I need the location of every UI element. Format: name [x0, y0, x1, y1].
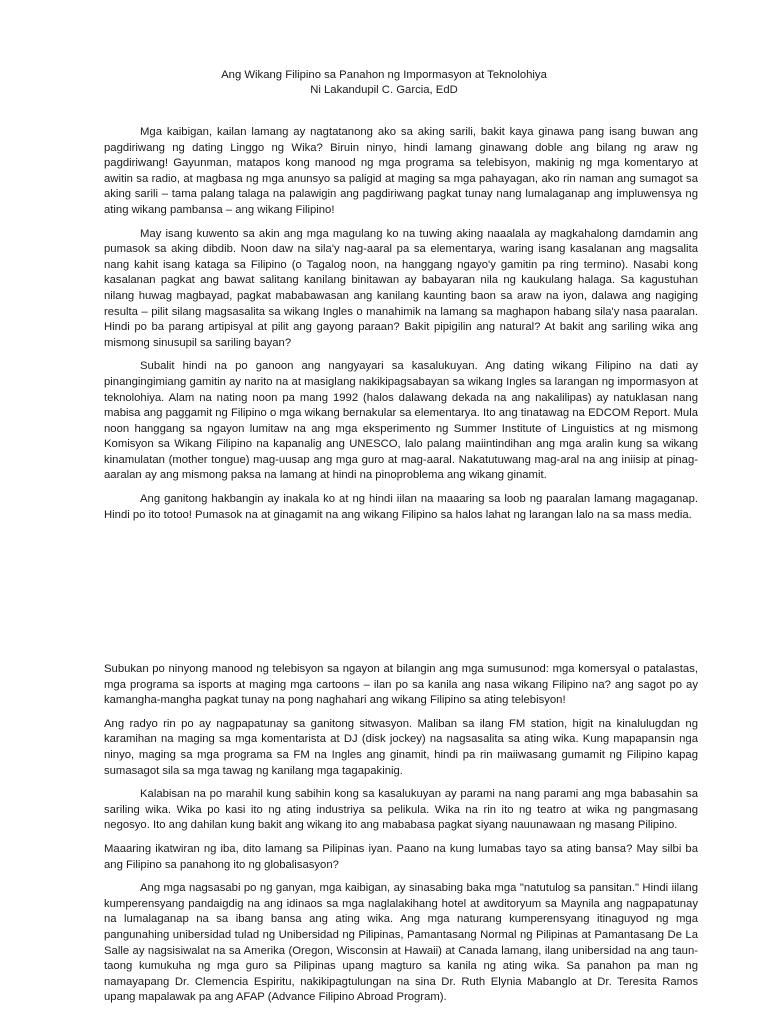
paragraph: Maaaring ikatwiran ng iba, dito lamang sa Pilipinas iyan. Paano na kung lumabas tayo sa ating bansa? May silbi ba ang Filipino sa panahong ito ng globalisasyon?	[104, 842, 698, 871]
paragraph: Ang ganitong hakbangin ay inakala ko at ng hindi iilan na maaaring sa loob ng paaralan lamang magaganap. Hindi po ito totoo! Pumasok na at ginagamit na ang wikang Filipino sa halos lahat ng larangan lalo na sa mass media.	[104, 493, 698, 521]
paragraph: Kalabisan na po marahil kung sabihin kong sa kasalukuyan ay parami na nang parami ang mga babasahin sa sariling wika. Wika po kasi ito ng ating industriya sa pelikula. Wika na rin ito ng teatro at wika ng pangmasang negosyo. Ito ang dahilan kung bakit ang wikang ito ang mababasa pagkat siyang nauunawaan ng masang Pilipino.	[104, 788, 698, 832]
paragraph: Ang mga nagsasabi po ng ganyan, mga kaibigan, ay sinasabing baka mga "natutulog sa pansitan." Hindi iilang kumperensyang pandaigdig na ang idinaos sa mga naglalakihang hotel at awditoryum sa Maynila ang nagpapatunay na lumalaganap na sa ibang bansa ang ating wika. Ang mga naturang kumperensyang itinaguyod ng mga pangunahing unibersidad tulad ng Unibersidad ng Pilipinas, Pamantasang Normal ng Pilipinas at Pamantasang De La Salle ay nagsisiwalat na sa Amerika (Oregon, Wisconsin at Hawaii) at Canada lamang, ilang unibersidad na ang taun-taong kumukuha ng mga guro sa Pilipinas upang magturo sa kanila ng ating wika. Sa panahon pa man ng namayapang Dr. Clemencia Espiritu, nakikipagtulungan na sina Dr. Ruth Elynia Mabanglo at Dr. Teresita Ramos upang mapalawak pa ang AFAP (Advance Filipino Abroad Program).	[104, 882, 698, 1004]
paragraph: May isang kuwento sa akin ang mga magulang ko na tuwing aking naaalala ay magkahalong damdamin ang pumasok sa aking dibdib. Noon daw na sila'y nag-aaral pa sa elementarya, waring isang kasalanan ang magsalita nang kahit isang kataga sa Filipino (o Tagalog noon, na hanggang ngayo'y gamitin pa ring termino). Nasabi kong kasalanan pagkat ang bawat salitang kanilang binitawan ay babayaran nila ng kaukulang halaga. Sa kagustuhan nilang huwag magbayad, pagkat mababawasan ang kanilang kaunting baon sa araw na iyon, dalawa ang nagiging resulta – pilit silang magsasalita sa wikang Ingles o manahimik na lamang sa maghapon habang sila'y nasa paaralan. Hindi po ba parang artipisyal at pilit ang gayong paraan? Bakit pipigilin ang natural? At bakit ang sariling wika ang mismong sinusupil sa sariling bayan?	[104, 227, 698, 349]
paragraph: Ang radyo rin po ay nagpapatunay sa ganitong sitwasyon. Maliban sa ilang FM station, higit na kinalulugdan ng karamihan na maging sa mga komentarista at DJ (disk jockey) na nagsasalita sa ating wika. Kung mapapansin nga ninyo, maging sa mga programa sa FM na Ingles ang ginamit, hindi pa rin maiiwasang gumamit ng Filipino kapag sumasagot sila sa mga tawag ng kanilang mga tagapakinig.	[104, 717, 698, 777]
document-title: Ang Wikang Filipino sa Panahon ng Impormasyon at Teknolohiya	[221, 69, 547, 81]
paragraph: Mga kaibigan, kailan lamang ay nagtatanong ako sa aking sarili, bakit kaya ginawa pang isang buwan ang pagdiriwang ng dating Linggo ng Wika? Biruin ninyo, hindi lamang ginawang doble ang bilang ng araw ng pagdiriwang! Gayunman, matapos kong manood ng mga programa sa telebisyon, makinig ng mga komentaryo at awitin sa radio, at magbasa ng mga anunsyo sa paligid at maging sa mga pahayagan, ako rin naman ang sumagot sa aking sarili – tama palang talaga na palawigin ang pagdiriwang pagkat tunay nang lumalaganap ang impluwensya ng ating wikang pambansa – ang wikang Filipino!	[104, 126, 698, 216]
section-one	[104, 125, 698, 531]
document-author: Ni Lakandupil C. Garcia, EdD	[310, 84, 458, 96]
paragraph: Subukan po ninyong manood ng telebisyon sa ngayon at bilangin ang mga sumusunod: mga komersyal o patalastas, mga programa sa isports at maging mga cartoons – ilan po sa kanila ang nasa wikang Filipino na? ang sagot po ay kamangha-mangha pagkat tunay na pong naghahari ang wikang Filipino sa ating telebisyon!	[104, 663, 698, 707]
paragraph: Subalit hindi na po ganoon ang nangyayari sa kasalukuyan. Ang dating wikang Filipino na dati ay pinangingimiang gamitin ay narito na at masiglang nakikipagsabayan sa wikang Ingles sa larangan ng impormasyon at teknolohiya. Alam na nating noon pa mang 1992 (halos dalawang dekada na ang nakalilipas) ay natuklasan nang mabisa ang paggamit ng Filipino o mga wikang bernakular sa elementarya. Ito ang tinatawag na EDCOM Report. Mula noon hanggang sa ngayon lumitaw na ang mga eksperimento ng Summer Institute of Linguistics at ng mismong Komisyon sa Wikang Filipino na kapanalig ang UNESCO, lalo palang maiintindihan ang mga aralin kung sa wikang kinamulatan (mother tongue) mag-uusap ang mga guro at mag-aaral. Nakatutuwang mag-aral na ang iniisip at pinag-aaralan ay ang mismong paksa na lamang at hindi na pinoproblema ang wikang ginamit.	[104, 360, 698, 482]
document-header	[0, 68, 768, 98]
section-two	[104, 662, 698, 1014]
